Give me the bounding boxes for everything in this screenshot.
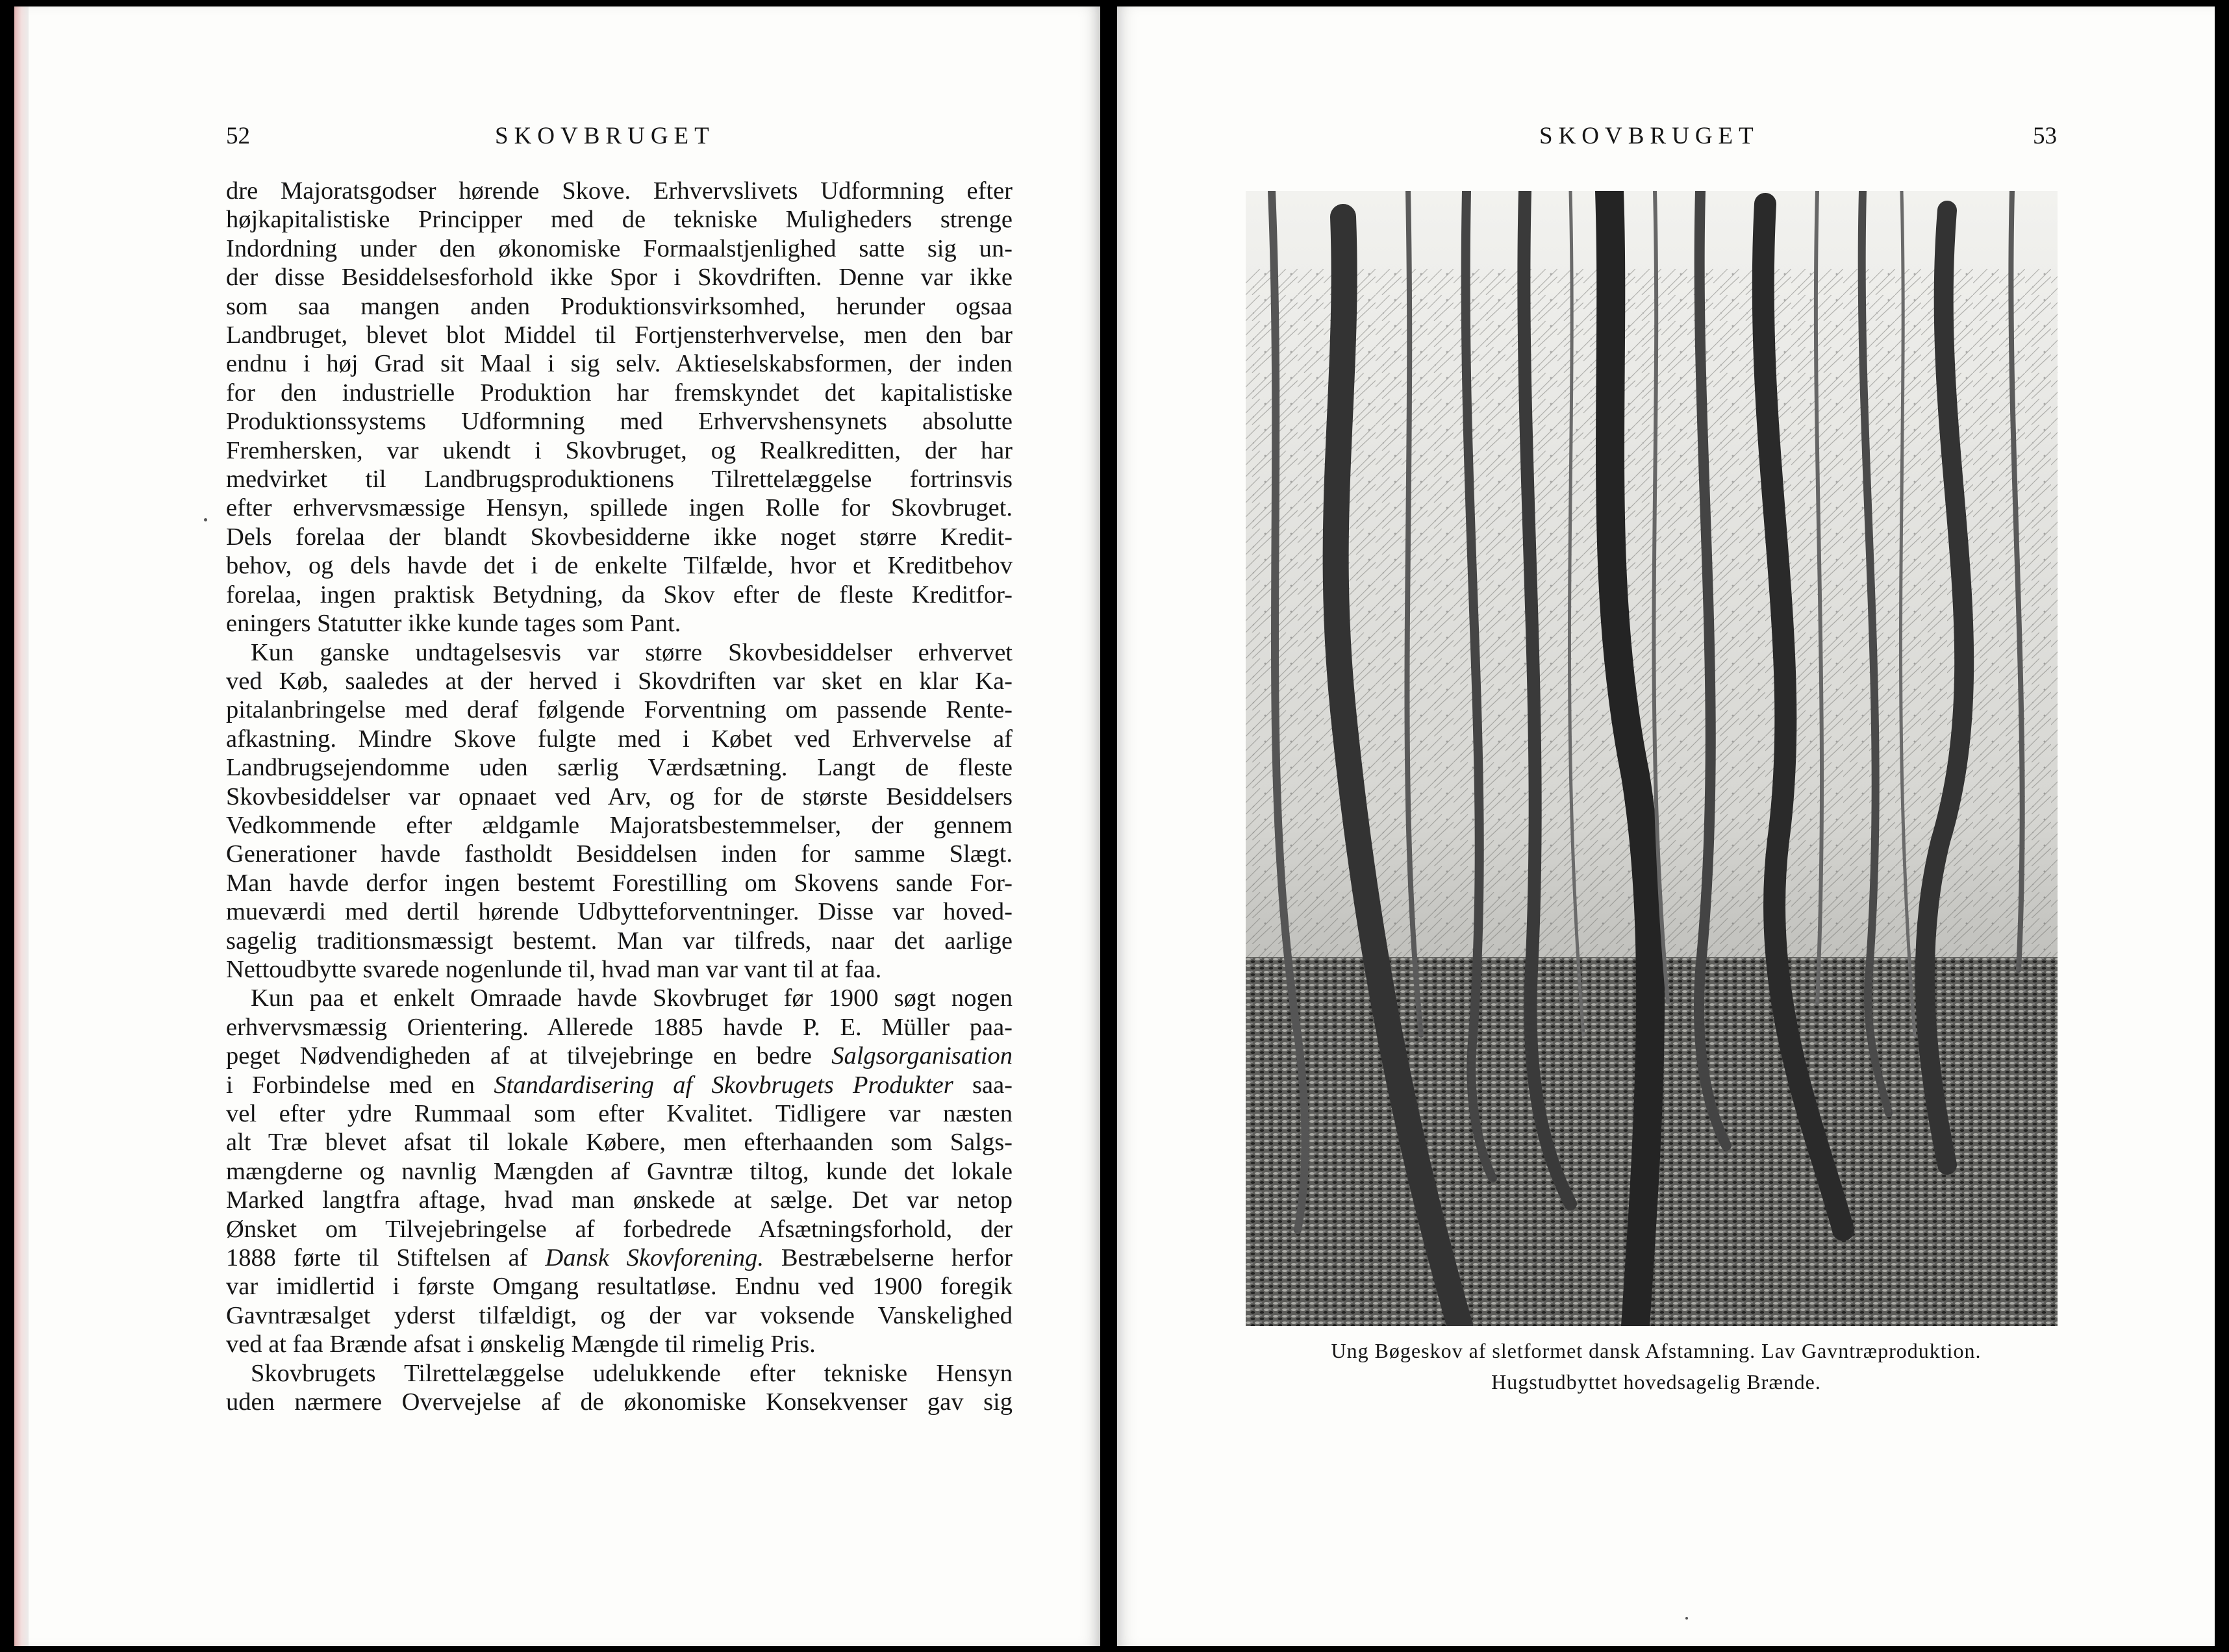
text-line: [226, 1186, 1013, 1214]
text-run: Marked langtfra aftage, hvad man ønskede at sælge. Det var netop: [226, 1186, 1013, 1214]
text-line: [226, 927, 1013, 955]
text-line: [226, 638, 1013, 667]
text-line: [226, 1099, 1013, 1128]
text-line: [226, 897, 1013, 926]
text-run: der disse Besiddelsesforhold ikke Spor i Skovdriften. Denne var ikke: [226, 264, 1013, 292]
text-line: [226, 1157, 1013, 1186]
text-line: [226, 609, 1013, 638]
text-line: [226, 1301, 1013, 1330]
text-run: uden nærmere Overvejelse af de økonomiske Konsekvenser gav sig: [226, 1388, 1013, 1416]
text-run: Skovbesiddelser var opnaaet ved Arv, og for de største Besiddelsers: [226, 782, 1013, 810]
text-line: [226, 725, 1013, 753]
text-line: [226, 811, 1013, 840]
left-page: [14, 6, 1100, 1646]
text-line: [226, 1071, 1013, 1099]
text-run: Ønsket om Tilvejebringelse af forbedrede Afsætningsforhold, der: [226, 1215, 1013, 1243]
text-run: Bestræbelserne herfor: [764, 1244, 1013, 1272]
text-run: 1888 førte til Stiftelsen af: [226, 1244, 546, 1272]
text-run: efter erhvervsmæssige Hensyn, spillede ingen Rolle for Skovbruget.: [226, 494, 1013, 522]
text-line: [226, 1013, 1013, 1042]
text-line: [226, 955, 1013, 984]
text-line: [226, 984, 1013, 1012]
text-line: [226, 1388, 1013, 1416]
text-run: Landbrugsejendomme uden særlig Værdsætning. Langt de fleste: [226, 754, 1013, 782]
text-run: vel efter ydre Rummaal som efter Kvalitet. Tidligere var næsten: [226, 1100, 1013, 1127]
italic-term: Salgsorganisation: [831, 1042, 1013, 1070]
text-line: [226, 1272, 1013, 1301]
forest-photograph: [1246, 191, 2058, 1326]
text-line: [226, 436, 1013, 465]
text-run: Indordning under den økonomiske Formaalstjenlighed satte sig un-: [226, 234, 1013, 262]
caption-line: Ung Bøgeskov af sletformet dansk Afstamning. Lav Gavntræproduktion.: [1331, 1339, 1982, 1362]
text-run: Dels forelaa der blandt Skovbesidderne ikke noget større Kredit-: [226, 523, 1013, 551]
page-number: 52: [226, 123, 250, 149]
text-run: saa-: [953, 1071, 1013, 1099]
text-line: [226, 667, 1013, 695]
text-line: [226, 695, 1013, 724]
text-run: for den industrielle Produktion har fremskyndet det kapitalistiske: [226, 379, 1013, 407]
italic-term: Dansk Skovforening.: [545, 1244, 764, 1272]
text-run: Generationer havde fastholdt Besiddelsen inden for samme Slægt.: [226, 840, 1013, 868]
text-run: medvirket til Landbrugsproduktionens Tilrettelæggelse fortrinsvis: [226, 466, 1013, 494]
text-line: [226, 523, 1013, 551]
text-run: eningers Statutter ikke kunde tages som Pant.: [226, 610, 681, 638]
text-line: [226, 263, 1013, 292]
text-line: [226, 1359, 1013, 1388]
text-run: erhvervsmæssig Orientering. Allerede 1885 havde P. E. Müller paa-: [226, 1013, 1013, 1041]
text-run: Nettoudbytte svarede nogenlunde til, hvad man var vant til at faa.: [226, 955, 882, 983]
running-head: SKOVBRUGET: [495, 123, 715, 149]
text-line: [226, 465, 1013, 494]
text-line: [226, 494, 1013, 522]
text-line: [226, 581, 1013, 609]
text-line: [226, 782, 1013, 811]
page-speck: [1685, 1617, 1688, 1620]
text-run: Gavntræsalget yderst tilfældigt, og der var voksende Vanskelighed: [226, 1301, 1013, 1329]
text-run: ved Køb, saaledes at der herved i Skovdriften var sket en klar Ka-: [226, 667, 1013, 695]
text-run: Fremhersken, var ukendt i Skovbruget, og Realkreditten, der har: [226, 436, 1013, 464]
text-line: [226, 407, 1013, 436]
margin-speck: [204, 518, 207, 521]
text-run: Produktionssystems Udformning med Erhvervshensynets absolutte: [226, 408, 1013, 436]
page-edge: [14, 6, 29, 1646]
text-line: [226, 869, 1013, 897]
text-run: Skovbrugets Tilrettelæggelse udelukkende efter tekniske Hensyn: [251, 1359, 1013, 1387]
text-run: mueværdi med dertil hørende Udbytteforventninger. Disse var hoved-: [226, 898, 1013, 926]
text-line: [226, 1042, 1013, 1070]
text-line: [226, 205, 1013, 234]
text-run: endnu i høj Grad sit Maal i sig selv. Aktieselskabsformen, der inden: [226, 350, 1013, 378]
text-run: alt Træ blevet afsat til lokale Købere, men efterhaanden som Salgs-: [226, 1129, 1013, 1157]
text-line: [226, 1215, 1013, 1244]
text-run: Vedkommende efter ældgamle Majoratsbestemmelser, der gennem: [226, 811, 1013, 839]
text-line: [226, 292, 1013, 321]
text-run: Kun ganske undtagelsesvis var større Skovbesiddelser erhvervet: [251, 638, 1013, 666]
text-line: [226, 840, 1013, 868]
text-line: [226, 177, 1013, 205]
text-run: ved at faa Brænde afsat i ønskelig Mængde til rimelig Pris.: [226, 1331, 816, 1358]
text-run: som saa mangen anden Produktionsvirksomhed, herunder ogsaa: [226, 292, 1013, 320]
text-run: Man havde derfor ingen bestemt Forestilling om Skovens sande For-: [226, 869, 1013, 897]
right-page: [1117, 6, 2215, 1646]
text-line: [226, 1330, 1013, 1358]
text-run: Kun paa et enkelt Omraade havde Skovbruget før 1900 søgt nogen: [251, 984, 1013, 1012]
text-line: [226, 234, 1013, 263]
text-line: [226, 349, 1013, 378]
text-line: [226, 379, 1013, 407]
text-run: højkapitalistiske Principper med de tekniske Muligheders strenge: [226, 206, 1013, 234]
text-run: i Forbindelse med en: [226, 1071, 494, 1099]
text-run: afkastning. Mindre Skove fulgte med i Købet ved Erhvervelse af: [226, 725, 1013, 753]
text-run: sagelig traditionsmæssigt bestemt. Man var tilfreds, naar det aarlige: [226, 927, 1013, 955]
text-run: pitalanbringelse med deraf følgende Forventning om passende Rente-: [226, 696, 1013, 724]
text-run: var imidlertid i første Omgang resultatløse. Endnu ved 1900 foregik: [226, 1273, 1013, 1301]
italic-term: Standardisering af Skovbrugets Produkter: [494, 1071, 953, 1099]
body-text: [226, 177, 1013, 1416]
text-line: [226, 1128, 1013, 1157]
text-run: forelaa, ingen praktisk Betydning, da Skov efter de fleste Kreditfor-: [226, 581, 1013, 608]
running-head: SKOVBRUGET: [1539, 123, 1759, 149]
text-run: Landbruget, blevet blot Middel til Fortjensterhvervelse, men den bar: [226, 321, 1013, 349]
text-line: [226, 551, 1013, 580]
text-run: behov, og dels havde det i de enkelte Tilfælde, hvor et Kreditbehov: [226, 552, 1013, 580]
text-line: [226, 753, 1013, 782]
page-number: 53: [2033, 123, 2057, 149]
text-run: dre Majoratsgodser hørende Skove. Erhvervslivets Udformning efter: [226, 177, 1013, 205]
figure-caption: [1195, 1335, 2117, 1397]
caption-line: Hugstudbyttet hovedsagelig Brænde.: [1491, 1370, 1821, 1394]
text-run: peget Nødvendigheden af at tilvejebringe en bedre: [226, 1042, 832, 1070]
text-line: [226, 321, 1013, 349]
text-run: mængderne og navnlig Mængden af Gavntræ tiltog, kunde det lokale: [226, 1157, 1013, 1185]
text-line: [226, 1244, 1013, 1272]
